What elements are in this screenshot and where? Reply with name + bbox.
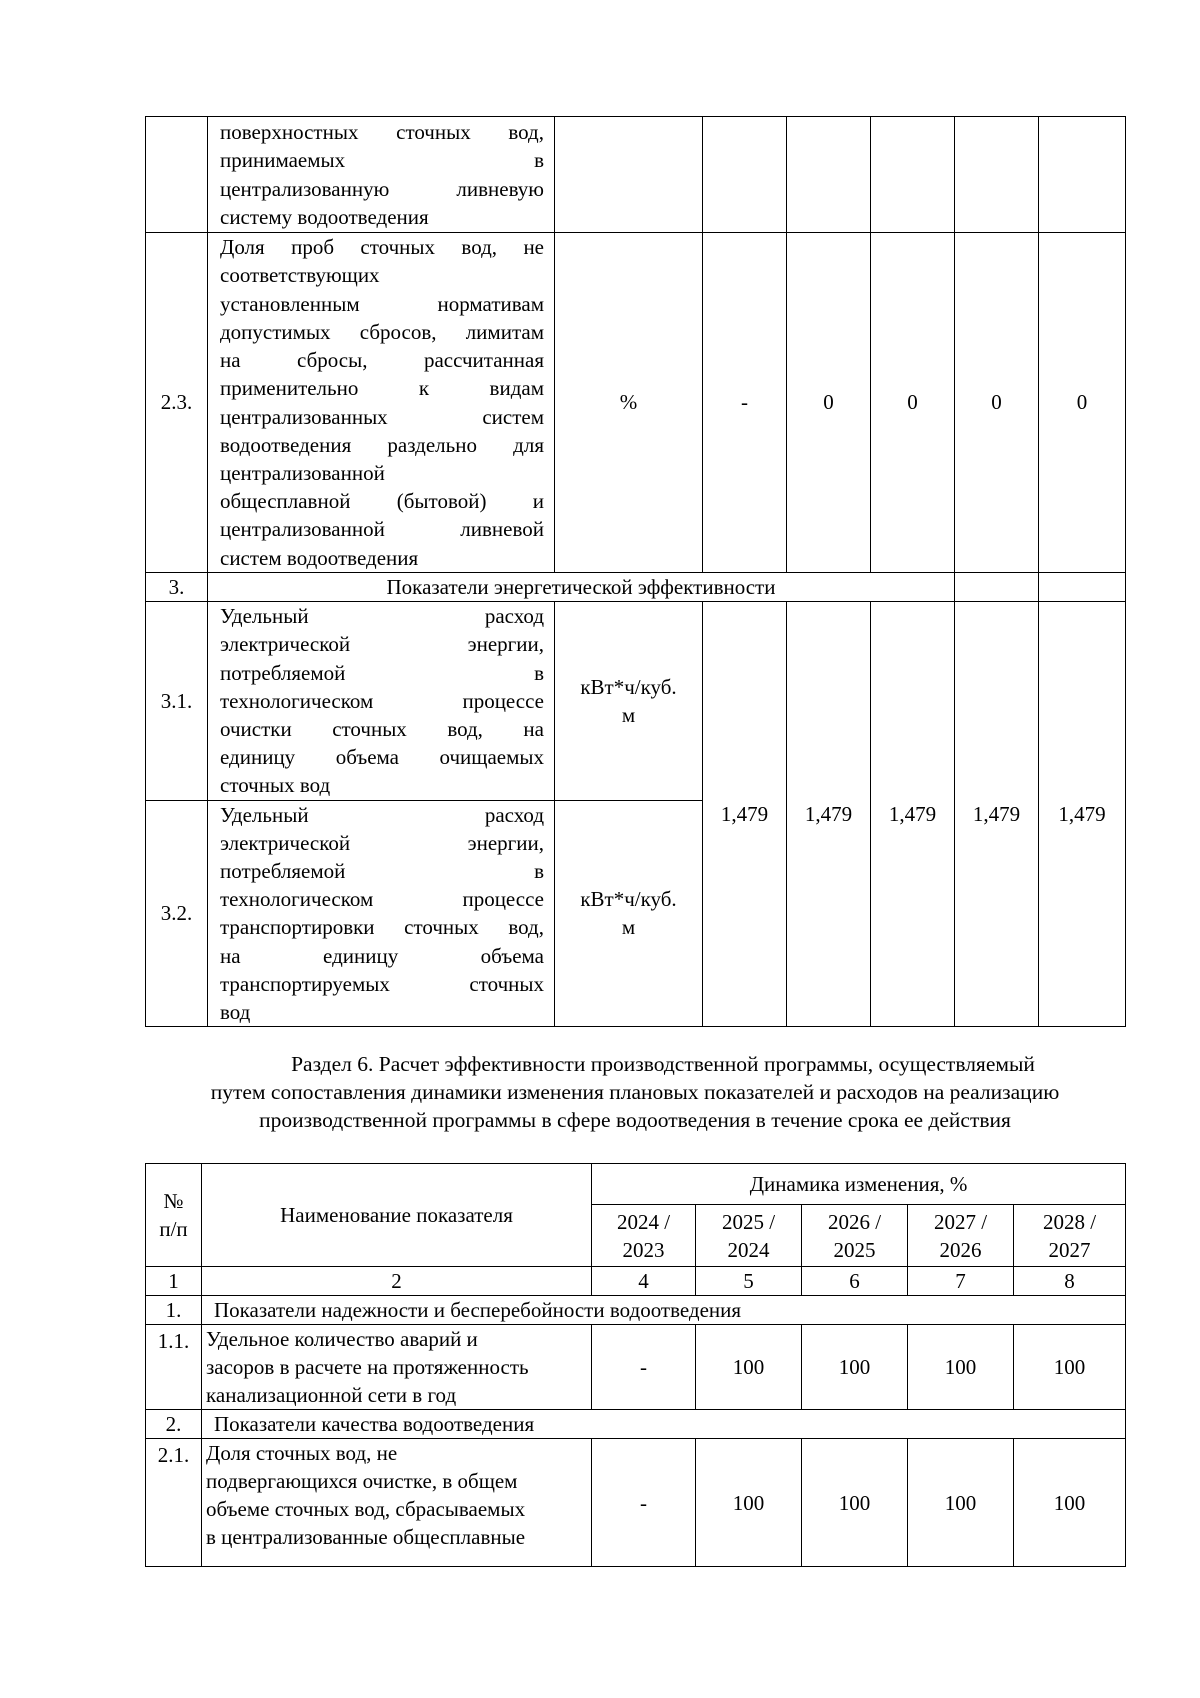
column-number: 6 (802, 1267, 908, 1296)
indicator-name: Удельный расход электрической энергии, потребляемой в технологическом процессе очистки сточных вод, на единицу объема очищаемых сточных вод (208, 602, 555, 800)
column-number: 1 (146, 1267, 202, 1296)
column-number: 7 (908, 1267, 1014, 1296)
value-cell: - (592, 1325, 696, 1410)
row-number: 1.1. (146, 1325, 202, 1410)
value-cell: - (592, 1439, 696, 1567)
indicator-name: Удельное количество аварий и засоров в расчете на протяженность канализационной сети в год (202, 1325, 592, 1410)
indicator-name: Доля проб сточных вод, не соответствующих установленным нормативам допустимых сбросов, лимитам на сбросы, рассчитанная применительно к видам централизованных систем водоотведения раздельно для централизованной общесплавной (бытовой) и централизованной ливневой систем водоотведения (208, 233, 555, 573)
period-header: 2027 / 2026 (908, 1205, 1014, 1267)
table-row (146, 1325, 1126, 1410)
section-title: Показатели энергетической эффективности (208, 573, 955, 602)
value-cell: 100 (1014, 1325, 1126, 1410)
row-number: 2.1. (146, 1439, 202, 1567)
indicator-name: Удельный расход электрической энергии, потребляемой в технологическом процессе транспортировки сточных вод, на единицу объема транспортируемых сточных вод (208, 800, 555, 1027)
value-cell: 1,479 (787, 602, 871, 1027)
row-number (146, 117, 208, 233)
value-cell: 100 (696, 1325, 802, 1410)
value-cell: 100 (802, 1325, 908, 1410)
section-number: 1. (146, 1296, 202, 1325)
unit-cell: кВт*ч/куб. м (555, 800, 703, 1027)
column-number: 5 (696, 1267, 802, 1296)
name-header: Наименование показателя (202, 1164, 592, 1267)
num-header: № п/п (146, 1164, 202, 1267)
table-row (146, 602, 1126, 800)
column-number: 4 (592, 1267, 696, 1296)
value-cell: 0 (787, 233, 871, 573)
section-title: Показатели качества водоотведения (202, 1410, 1126, 1439)
table-row (146, 1439, 1126, 1567)
header-row (146, 1164, 1126, 1205)
indicator-name: поверхностных сточных вод, принимаемых в централизованную ливневую систему водоотведения (208, 117, 555, 233)
table-row (146, 233, 1126, 573)
unit-cell: кВт*ч/куб. м (555, 602, 703, 800)
value-cell: - (703, 233, 787, 573)
value-cell: 1,479 (1039, 602, 1126, 1027)
period-header: 2028 / 2027 (1014, 1205, 1126, 1267)
value-cell: 1,479 (871, 602, 955, 1027)
dynamics-table (145, 1163, 1126, 1567)
column-number: 8 (1014, 1267, 1126, 1296)
table-row (146, 117, 1126, 233)
column-number-row (146, 1267, 1126, 1296)
value-cell: 0 (871, 233, 955, 573)
value-cell: 0 (1039, 233, 1126, 573)
section-title: Показатели надежности и бесперебойности водоотведения (202, 1296, 1126, 1325)
value-cell: 100 (696, 1439, 802, 1567)
column-number: 2 (202, 1267, 592, 1296)
section-row (146, 1296, 1126, 1325)
section-row (146, 1410, 1126, 1439)
value-cell: 1,479 (955, 602, 1039, 1027)
indicators-table (145, 116, 1126, 1027)
row-number: 2.3. (146, 233, 208, 573)
period-header: 2025 / 2024 (696, 1205, 802, 1267)
indicator-name: Доля сточных вод, не подвергающихся очистке, в общем объеме сточных вод, сбрасываемых в централизованные общесплавные (202, 1439, 592, 1567)
value-cell: 1,479 (703, 602, 787, 1027)
period-header: 2024 / 2023 (592, 1205, 696, 1267)
value-cell: 100 (802, 1439, 908, 1567)
section-number: 3. (146, 573, 208, 602)
dynamics-header: Динамика изменения, % (592, 1164, 1126, 1205)
value-cell: 100 (1014, 1439, 1126, 1567)
unit-cell: % (555, 233, 703, 573)
value-cell: 0 (955, 233, 1039, 573)
value-cell: 100 (908, 1439, 1014, 1567)
section-heading: Раздел 6. Расчет эффективности производственной программы, осуществляемый путем сопоставления динамики изменения плановых показателей и расходов на реализацию производственной программы в сфере водоотведения в течение срока ее действия (210, 1052, 1060, 1132)
section-number: 2. (146, 1410, 202, 1439)
row-number: 3.2. (146, 800, 208, 1027)
period-header: 2026 / 2025 (802, 1205, 908, 1267)
row-number: 3.1. (146, 602, 208, 800)
value-cell: 100 (908, 1325, 1014, 1410)
section-row (146, 573, 1126, 602)
